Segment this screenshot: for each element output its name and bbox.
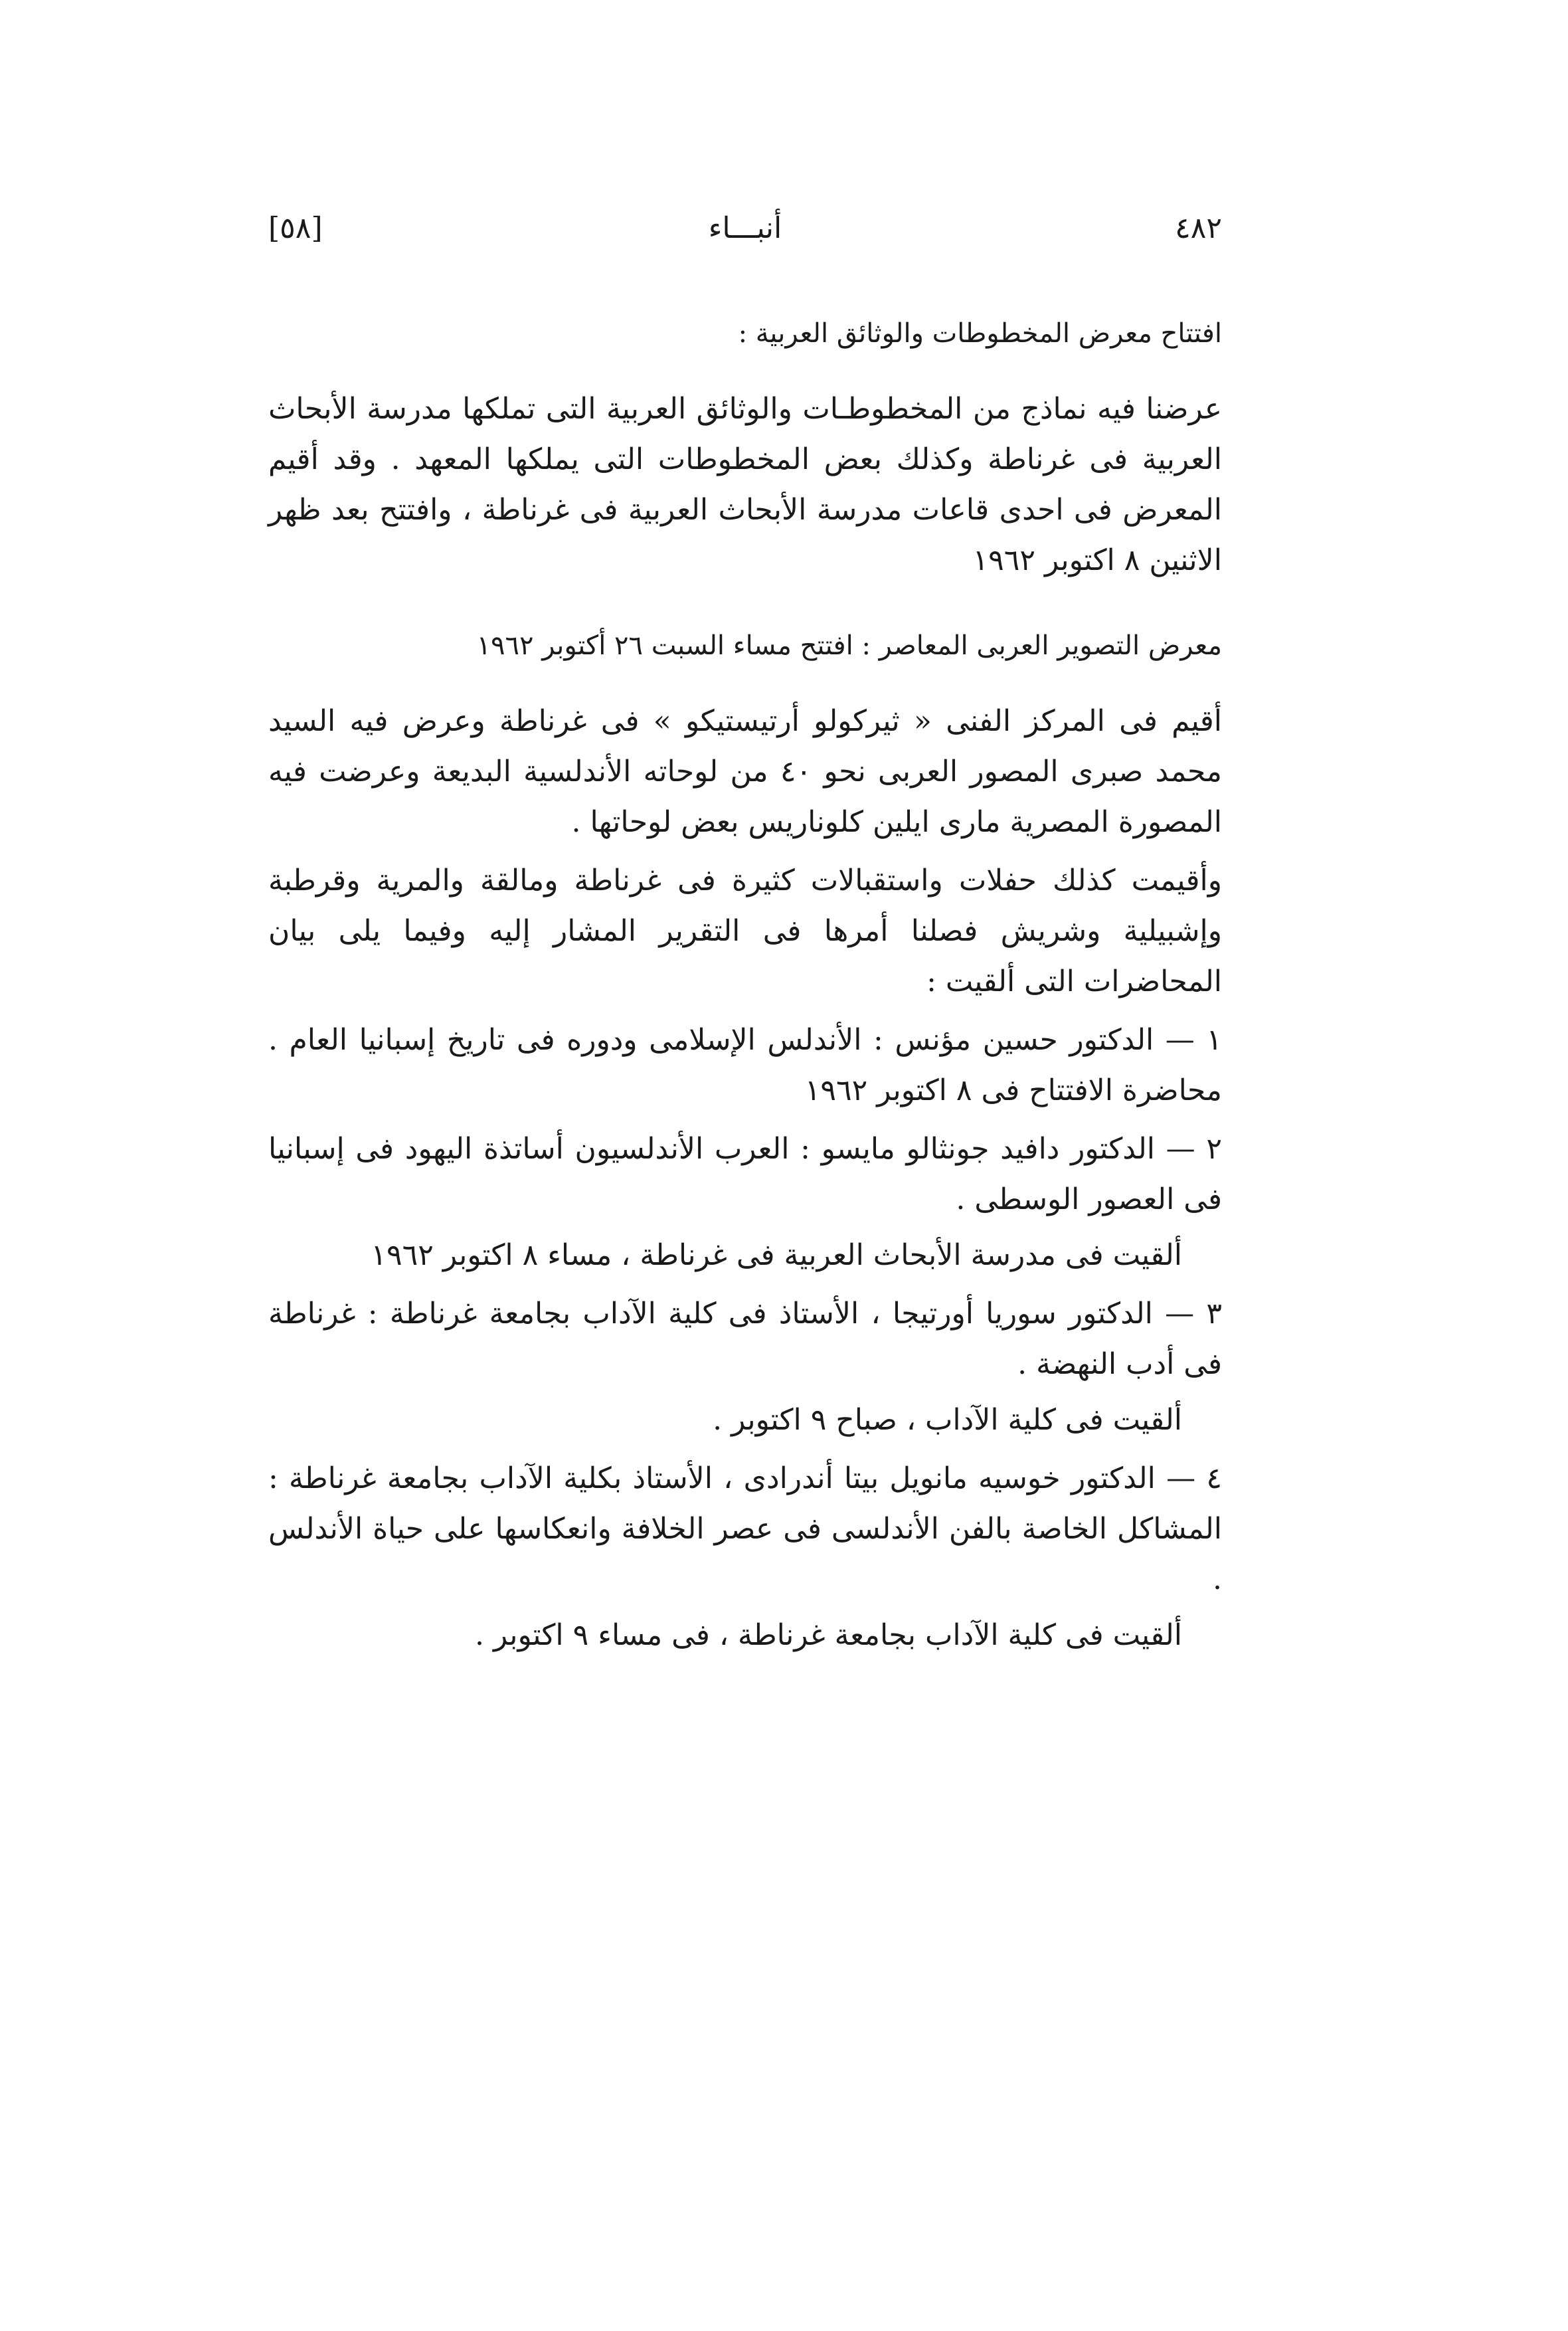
page-number: ٤٨٢ [1175,211,1222,245]
lecture-note-3: ألقيت فى كلية الآداب ، صباح ٩ اكتوبر . [713,1403,1182,1437]
painting-paragraph: أقيم فى المركز الفنى « ثيركولو أرتيستيكو » فى غرناطة وعرض فيه السيد محمد صبرى المصور العربى نحو ٤٠ من لوحاته الأندلسية البديعة وعرضت فيه المصورة المصرية مارى ايلين كلوناريس بعض لوحاتها . [268,704,1222,839]
lecture-item-3: ٣ — الدكتور سوريا أورتيجا ، الأستاذ فى كلية الآداب بجامعة غرناطة : غرناطة فى أدب النهضة . [268,1297,1222,1381]
section-heading-manuscripts: افتتاح معرض المخطوطات والوثائق العربية : [738,318,1222,349]
section-heading-painting: معرض التصوير العربى المعاصر : افتتح مساء السبت ٢٦ أكتوبر ١٩٦٢ [476,630,1222,661]
issue-number: [٥٨] [268,211,323,245]
page-header [268,211,1222,264]
lecture-note-4: ألقيت فى كلية الآداب بجامعة غرناطة ، فى مساء ٩ اكتوبر . [474,1618,1182,1652]
lecture-note-2: ألقيت فى مدرسة الأبحاث العربية فى غرناطة ، مساء ٨ اكتوبر ١٩٦٢ [371,1238,1182,1272]
running-title: أنبـــاء [708,211,782,245]
lecture-item-1: ١ — الدكتور حسين مؤنس : الأندلس الإسلامى ودوره فى تاريخ إسبانيا العام . محاضرة الافتتاح فى ٨ اكتوبر ١٩٦٢ [268,1023,1222,1107]
manuscripts-paragraph: عرضنا فيه نماذج من المخطوطـات والوثائق العربية التى تملكها مدرسة الأبحاث العربية فى غرناطة وكذلك بعض المخطوطات التى يملكها المعهد . وقد أقيم المعرض فى احدى قاعات مدرسة الأبحاث العربية فى غرناطة ، وافتتح بعد ظهر الاثنين ٨ اكتوبر ١٩٦٢ [268,392,1222,577]
lecture-item-4: ٤ — الدكتور خوسيه مانويل بيتا أندرادى ، الأستاذ بكلية الآداب بجامعة غرناطة : المشاكل الخاصة بالفن الأندلسى فى عصر الخلافة وانعكاسها على حياة الأندلس . [268,1461,1222,1596]
page-body [268,312,1222,1661]
lecture-item-2: ٢ — الدكتور دافيد جونثالو مايسو : العرب الأندلسيون أساتذة اليهود فى إسبانيا فى العصور الوسطى . [268,1132,1222,1216]
receptions-paragraph: وأقيمت كذلك حفلات واستقبالات كثيرة فى غرناطة ومالقة والمرية وقرطبة وإشبيلية وشريش فصلنا أمرها فى التقرير المشار إليه وفيما يلى بيان المحاضرات التى ألقيت : [268,864,1222,998]
